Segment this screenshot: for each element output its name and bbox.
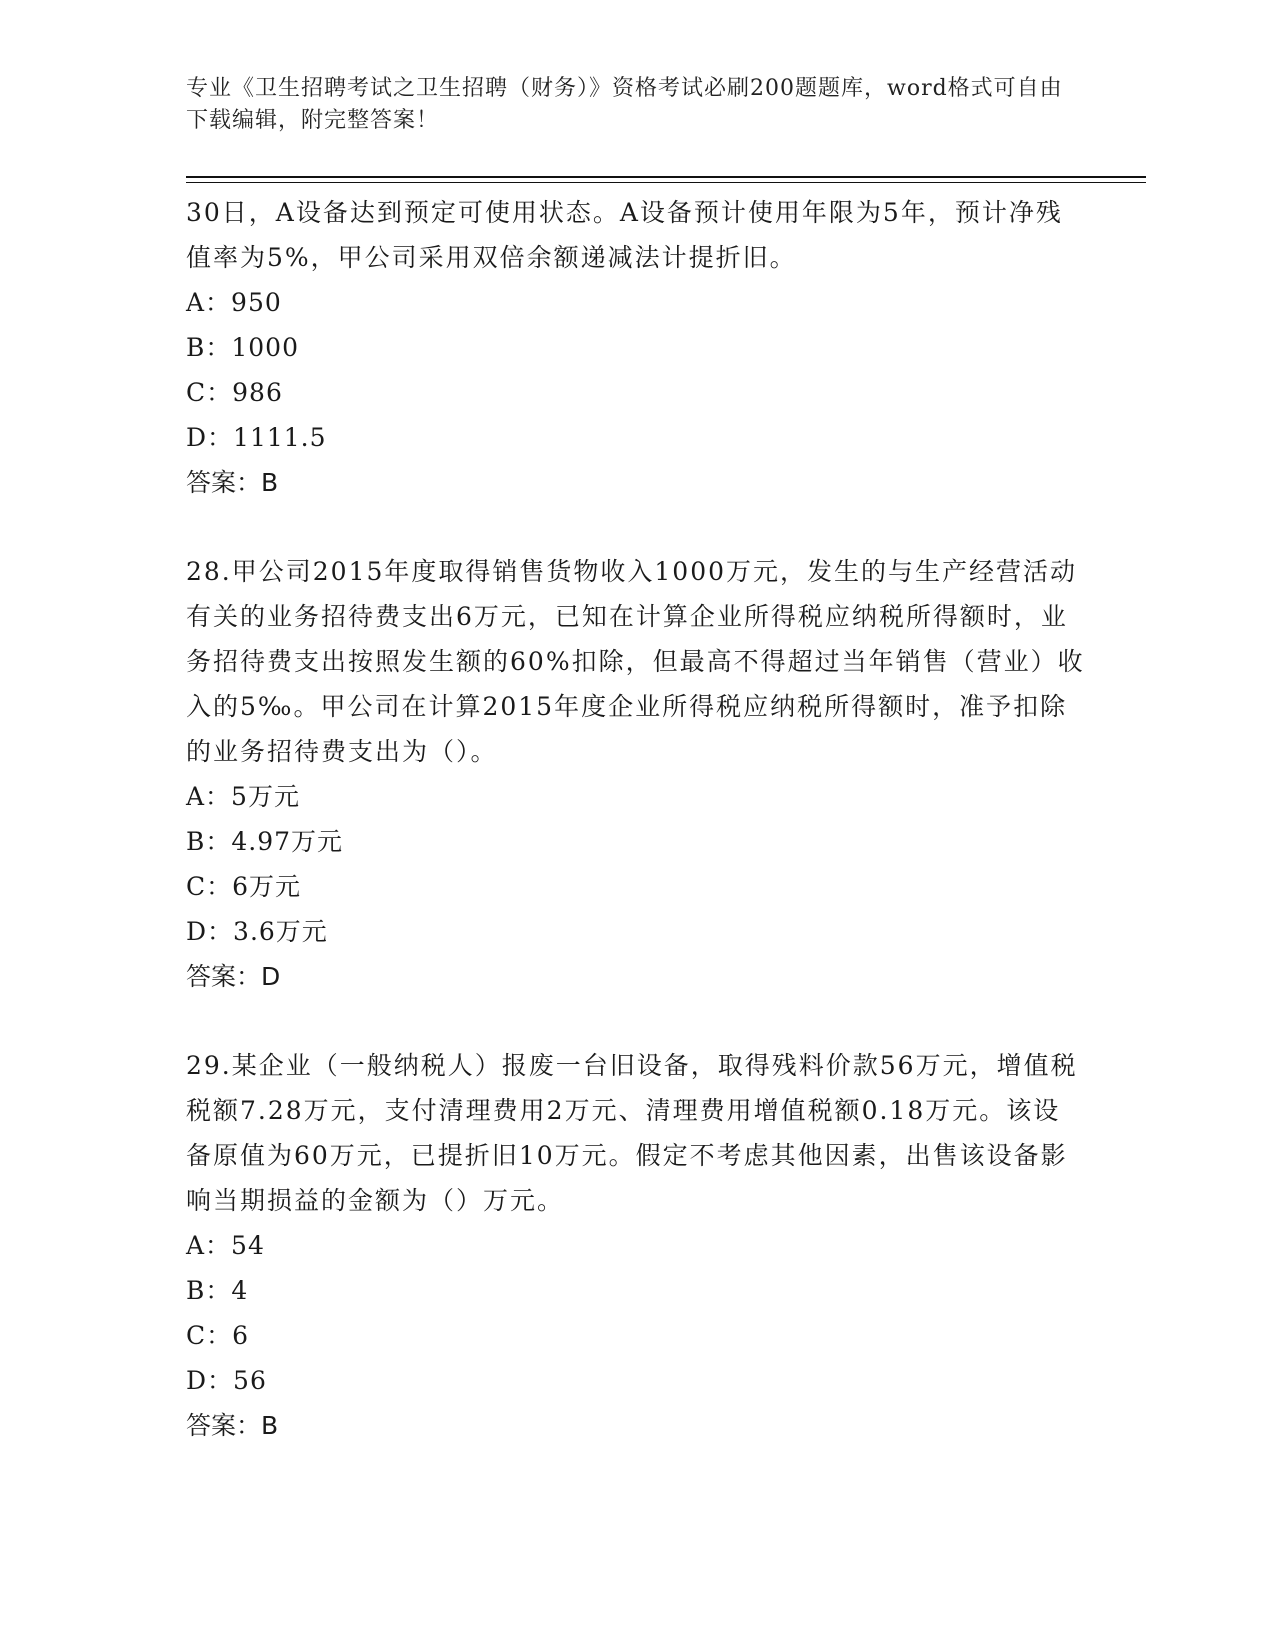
question-stem: 30日，A设备达到预定可使用状态。A设备预计使用年限为5年，预计净残值率为5%，甲公司采用双倍余额递减法计提折旧。 xyxy=(186,198,1063,272)
question-block xyxy=(186,1043,1086,1448)
option-b: B：4 xyxy=(186,1276,249,1305)
answer-line: 答案：D xyxy=(186,962,281,991)
option-b: B：1000 xyxy=(186,333,299,362)
option-d: D：1111.5 xyxy=(186,423,327,452)
answer-line: 答案：B xyxy=(186,468,279,497)
option-a: A：950 xyxy=(186,288,282,317)
option-a: A：5万元 xyxy=(186,782,300,811)
option-a: A：54 xyxy=(186,1231,265,1260)
header-divider-thick xyxy=(186,176,1146,178)
question-stem: 28.甲公司2015年度取得销售货物收入1000万元，发生的与生产经营活动有关的业务招待费支出6万元，已知在计算企业所得税应纳税所得额时，业务招待费支出按照发生额的60%扣除，但最高不得超过当年销售（营业）收入的5‰。甲公司在计算2015年度企业所得税应纳税所得额时，准予扣除的业务招待费支出为（）。 xyxy=(186,557,1085,766)
option-b: B：4.97万元 xyxy=(186,827,344,856)
option-d: D：3.6万元 xyxy=(186,917,328,946)
option-c: C：6 xyxy=(186,1321,250,1350)
option-c: C：6万元 xyxy=(186,872,302,901)
question-list xyxy=(186,190,1086,1448)
header-divider-thin xyxy=(186,182,1146,183)
answer-line: 答案：B xyxy=(186,1411,279,1440)
page-header: 专业《卫生招聘考试之卫生招聘（财务）》资格考试必刷200题题库，word格式可自由下载编辑，附完整答案！ xyxy=(186,76,1063,133)
question-block xyxy=(186,549,1086,999)
option-d: D：56 xyxy=(186,1366,267,1395)
question-block xyxy=(186,190,1086,505)
question-stem: 29.某企业（一般纳税人）报废一台旧设备，取得残料价款56万元，增值税税额7.28万元，支付清理费用2万元、清理费用增值税额0.18万元。该设备原值为60万元，已提折旧10万元。假定不考虑其他因素，出售该设备影响当期损益的金额为（）万元。 xyxy=(186,1051,1078,1215)
option-c: C：986 xyxy=(186,378,283,407)
